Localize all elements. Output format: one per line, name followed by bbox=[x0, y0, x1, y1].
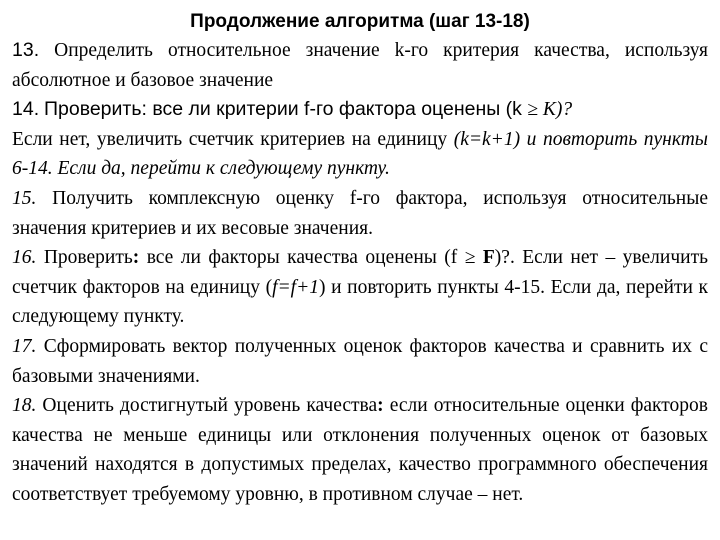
step-15 bbox=[12, 184, 708, 243]
step-16-symbol: ≥ bbox=[464, 247, 476, 269]
step-17 bbox=[12, 332, 708, 391]
step-16-part-c: )?. Если нет – увеличить счетчик факторов на единицу ( bbox=[12, 247, 708, 298]
step-18 bbox=[12, 391, 708, 509]
step-14-question: Проверить: все ли критерии f-го фактора оценены (k bbox=[43, 98, 528, 121]
step-14-rest: и повторить пункты 6-14. Если да, перейти к следующему пункту. bbox=[12, 128, 708, 180]
step-17-text: Сформировать вектор полученных оценок факторов качества и сравнить их с базовыми значениями. bbox=[12, 335, 709, 387]
step-16-part-d: ) и повторить пункты 4-15. Если да, перейти к следующему пункту. bbox=[12, 276, 709, 328]
step-14 bbox=[12, 95, 708, 184]
step-15-number: 15. bbox=[12, 187, 37, 209]
step-14-no-text: Если нет, увеличить счетчик критериев на единицу bbox=[12, 128, 454, 150]
step-18-part-b: если относительные оценки факторов качества не меньше единицы или отклонения полученных оценок от базовых значений находятся в допустимых пределах, качество программного обеспечения соответствует требуемому уровню, в противном случае – нет. bbox=[12, 395, 708, 505]
step-13-number: 13. bbox=[12, 39, 40, 61]
step-16-number: 16. bbox=[12, 247, 37, 269]
step-14-question-end: K)? bbox=[538, 99, 573, 121]
step-18-part-a: Оценить достигнутый уровень качества bbox=[42, 395, 378, 417]
step-14-symbol: ≥ bbox=[527, 99, 539, 121]
step-16-formula: f=f+1 bbox=[272, 276, 319, 298]
step-14-formula: (k=k+1) bbox=[453, 128, 521, 150]
step-16-part-a: Проверить bbox=[43, 247, 133, 269]
step-13-text: Определить относительное значение k-го критерия качества, используя абсолютное и базовое значение bbox=[12, 40, 708, 91]
step-13 bbox=[12, 36, 708, 95]
step-16-part-b: все ли факторы качества оценены (f bbox=[139, 247, 465, 269]
step-15-text: Получить комплексную оценку f-го фактора, используя относительные значения критериев и их весовые значения. bbox=[12, 187, 709, 239]
step-14-number: 14. bbox=[12, 98, 40, 121]
step-16-colon: : bbox=[132, 247, 140, 269]
step-16 bbox=[12, 243, 708, 332]
slide-title: Продолжение алгоритма (шаг 13-18) bbox=[190, 11, 530, 32]
step-18-colon: : bbox=[377, 395, 384, 417]
step-18-number: 18. bbox=[12, 395, 37, 417]
step-16-bold-f: F bbox=[475, 247, 495, 269]
step-17-number: 17. bbox=[12, 335, 37, 357]
